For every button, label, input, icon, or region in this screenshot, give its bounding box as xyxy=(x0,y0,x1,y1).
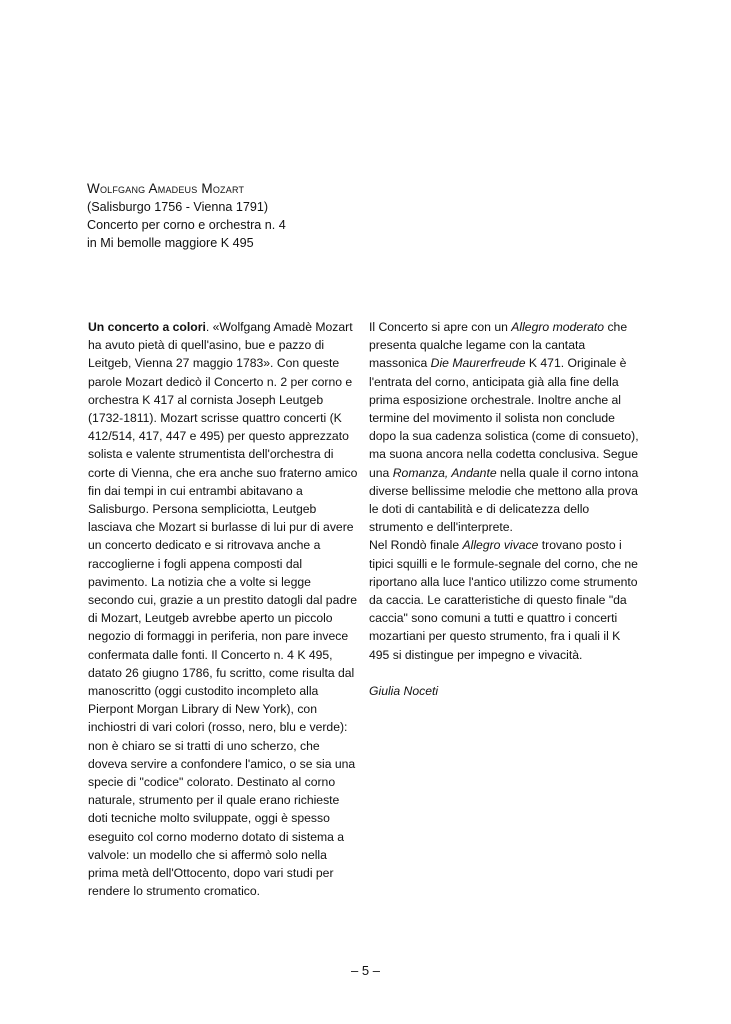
text-run: nella quale il corno intona diverse bellissime melodie che mettono alla prova le doti di cantabilità e di delicatezza dello strumento e dell'interprete. xyxy=(369,465,639,535)
work-key: in Mi bemolle maggiore K 495 xyxy=(87,236,254,250)
text-run: K 471. Originale è l'entrata del corno, anticipata già alla fine della prima esposizione orchestrale. Inoltre anche al termine del movimento il solista non conclude dopo la sua cadenza solistica (come di consueto), ma suona ancora nella codetta conclusiva. Segue una xyxy=(369,356,639,480)
essay-column-right xyxy=(369,318,641,700)
text-run: trovano posto i tipici squilli e le formule-segnale del corno, che ne riportano alla luce l'antico utilizzo come strumento da caccia. Le caratteristiche di questo finale "da caccia" sono comuni a tutti e quattro i concerti mozartiani per questo strumento, fra i quali il K 495 si distingue per impegno e vivacità. xyxy=(369,538,638,662)
composer-name: Wolfgang Amadeus Mozart xyxy=(87,181,245,196)
tempo-marking: Allegro vivace xyxy=(462,538,539,553)
work-title: Concerto per corno e orchestra n. 4 xyxy=(87,218,286,232)
text-run: che presenta qualche legame con la cantata massonica xyxy=(369,320,628,371)
program-note-header xyxy=(87,180,647,252)
essay-paragraph-3 xyxy=(369,536,641,663)
essay-paragraph-1-text: . «Wolfgang Amadè Mozart ha avuto pietà di quell'asino, bue e pazzo di Leitgeb, Vienna 27 maggio 1783». Con queste parole Mozart dedicò il Concerto n. 2 per corno e orchestra K 417 al cornista Joseph Leutgeb (1732-1811). Mozart scrisse quattro concerti (K 412/514, 417, 447 e 495) per questo apprezzato solista e valente strumentista dell'orchestra di corte di Vienna, che era anche suo fraterno amico fin dai tempi in cui entrambi abitavano a Salisburgo. Persona sempliciotta, Leutgeb lasciava che Mozart si burlasse di lui pur di avere un concerto dedicato e si ritrovava anche a raccoglierne i fogli appena composti dal pavimento. La notizia che a volte si legge secondo cui, grazie a un prestito datogli dal padre di Mozart, Leutgeb avrebbe aperto un piccolo negozio di formaggi in periferia, non pare invece confermata dalle fonti. Il Concerto n. 4 K 495, datato 26 giugno 1786, fu scritto, come risulta dal manoscritto (oggi custodito incompleto alla Pierpont Morgan Library di New York), con inchiostri di vari colori (rosso, nero, blu e verde): non è chiaro se si tratti di uno scherzo, che doveva servire a confondere l'amico, o se sia una specie di "codice" colorato. Destinato al corno naturale, strumento per il quale erano richieste doti tecniche molto sviluppate, oggi è spesso eseguito col corno moderno dotato di sistema a valvole: un modello che si affermò solo nella prima metà dell'Ottocento, dopo vari studi per rendere lo strumento cromatico. xyxy=(88,320,358,899)
author-signature: Giulia Noceti xyxy=(369,683,439,698)
essay-paragraph-1 xyxy=(88,318,360,901)
tempo-marking: Allegro moderato xyxy=(511,320,605,334)
page-number: – 5 – xyxy=(351,963,380,978)
text-run: Nel Rondò finale xyxy=(369,538,463,553)
work-reference: Die Maurerfreude xyxy=(430,356,526,371)
text-run: Il Concerto si apre con un xyxy=(369,320,512,334)
essay-paragraph-2 xyxy=(369,318,641,536)
composer-dates: (Salisburgo 1756 - Vienna 1791) xyxy=(87,200,269,214)
essay-column-left xyxy=(88,318,360,901)
essay-lead-title: Un concerto a colori xyxy=(88,320,206,334)
tempo-marking: Romanza, Andante xyxy=(392,465,497,480)
